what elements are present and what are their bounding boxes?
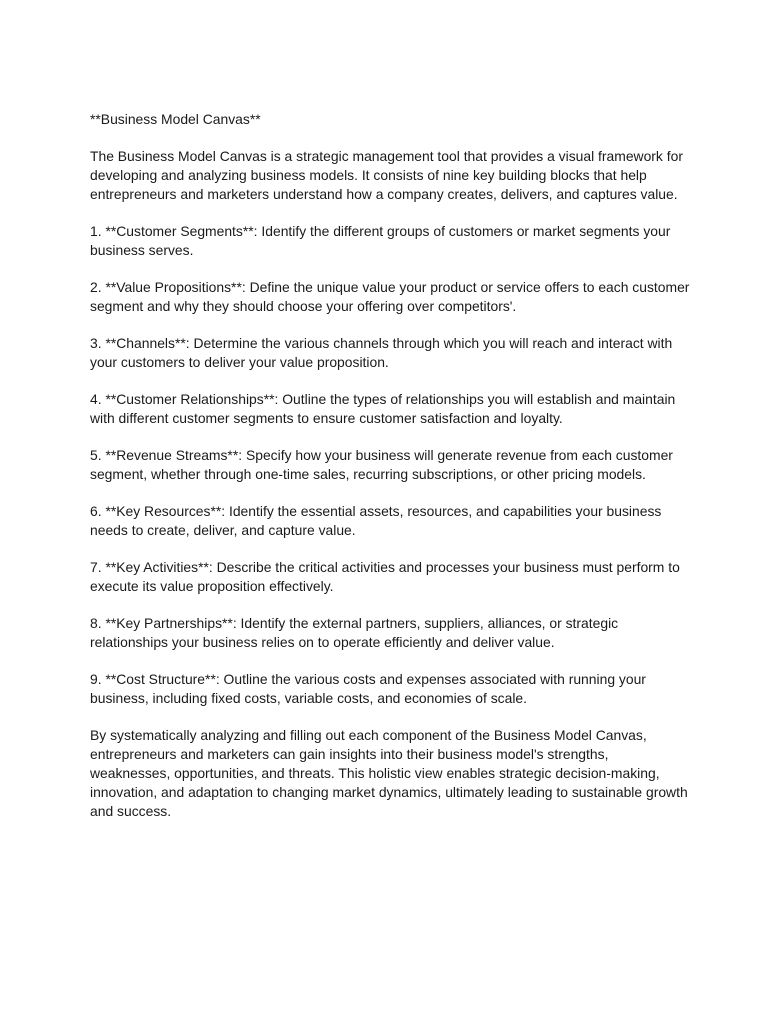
document-title: **Business Model Canvas**: [90, 111, 261, 127]
list-item-cost-structure: 9. **Cost Structure**: Outline the various costs and expenses associated with running your business, including fixed costs, variable costs, and economies of scale.: [90, 671, 646, 706]
list-item-value-propositions: 2. **Value Propositions**: Define the unique value your product or service offers to each customer segment and why they should choose your offering over competitors'.: [90, 279, 690, 314]
list-item-key-partnerships: 8. **Key Partnerships**: Identify the external partners, suppliers, alliances, or strategic relationships your business relies on to operate efficiently and deliver value.: [90, 615, 619, 650]
document-body: [90, 110, 690, 821]
list-item-key-activities: 7. **Key Activities**: Describe the critical activities and processes your business must perform to execute its value proposition effectively.: [90, 559, 680, 594]
list-item-customer-segments: 1. **Customer Segments**: Identify the different groups of customers or market segments your business serves.: [90, 223, 671, 258]
intro-paragraph: The Business Model Canvas is a strategic management tool that provides a visual framework for developing and analyzing business models. It consists of nine key building blocks that help entrepreneurs and marketers understand how a company creates, delivers, and captures value.: [90, 148, 683, 202]
list-item-revenue-streams: 5. **Revenue Streams**: Specify how your business will generate revenue from each customer segment, whether through one-time sales, recurring subscriptions, or other pricing models.: [90, 447, 673, 482]
list-item-customer-relationships: 4. **Customer Relationships**: Outline the types of relationships you will establish and maintain with different customer segments to ensure customer satisfaction and loyalty.: [90, 391, 676, 426]
building-blocks-list: [90, 222, 690, 708]
list-item-key-resources: 6. **Key Resources**: Identify the essential assets, resources, and capabilities your business needs to create, deliver, and capture value.: [90, 503, 662, 538]
conclusion-paragraph: By systematically analyzing and filling out each component of the Business Model Canvas, entrepreneurs and marketers can gain insights into their business model's strengths, weaknesses, opportunities, and threats. This holistic view enables strategic decision-making, innovation, and adaptation to changing market dynamics, ultimately leading to sustainable growth and success.: [90, 727, 688, 819]
list-item-channels: 3. **Channels**: Determine the various channels through which you will reach and interact with your customers to deliver your value proposition.: [90, 335, 673, 370]
